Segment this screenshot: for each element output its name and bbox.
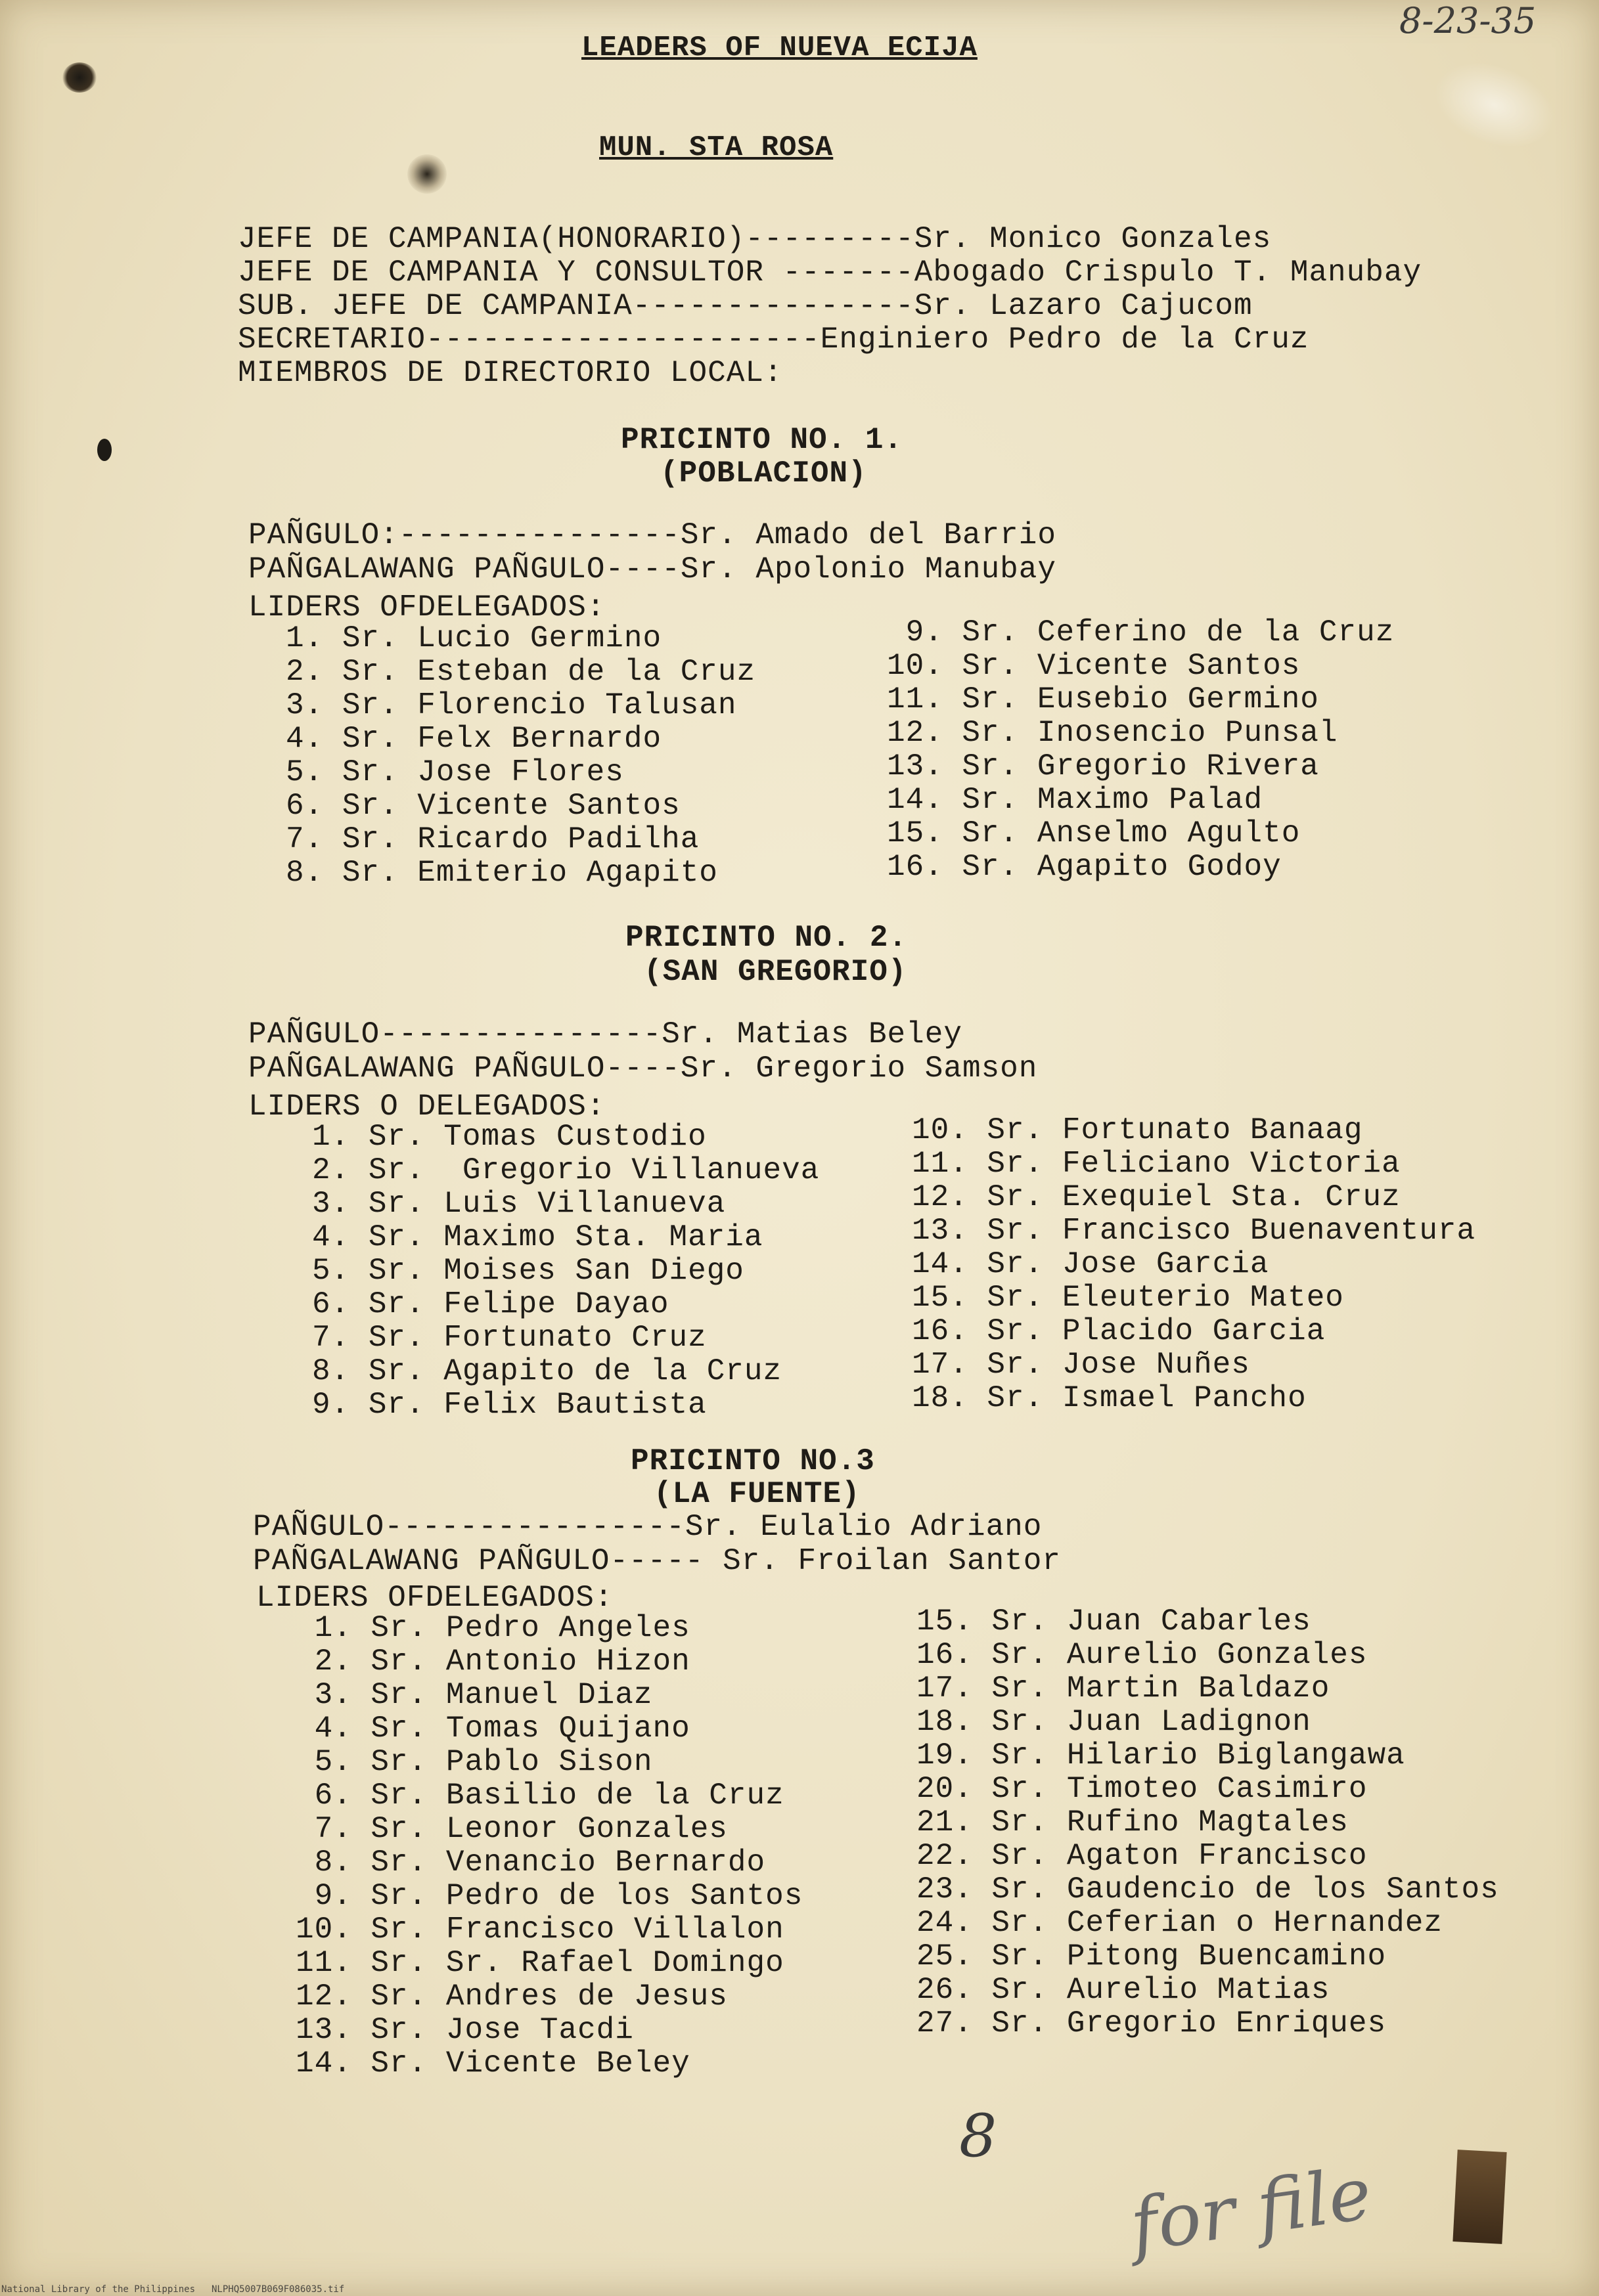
list-item: 11. Sr. Sr. Rafael Domingo [296,1946,784,1980]
list-item: 5. Sr. Jose Flores [286,755,624,789]
list-item: 4. Sr. Tomas Quijano [296,1711,690,1746]
document-title: LEADERS OF NUEVA ECIJA [581,32,978,64]
officer-line: SUB. JEFE DE CAMPANIA---------------Sr. Lazaro Cajucom [238,289,1253,323]
precinct-1-subtitle: (POBLACION) [660,456,867,491]
list-item: 12. Sr. Exequiel Sta. Cruz [912,1180,1401,1214]
torn-patch [1453,2150,1506,2244]
list-item: 18. Sr. Ismael Pancho [912,1381,1307,1415]
list-item: 6. Sr. Basilio de la Cruz [296,1778,784,1813]
list-item: 19. Sr. Hilario Biglangawa [916,1738,1405,1773]
list-item: 5. Sr. Pablo Sison [296,1745,653,1779]
list-item: 6. Sr. Felipe Dayao [312,1287,669,1321]
list-item: 26. Sr. Aurelio Matias [916,1973,1330,2007]
footer-file-id: NLPHQ5007B069F086035.tif [212,2284,345,2295]
precinct-3-title: PRICINTO NO.3 [631,1444,875,1478]
precinct-1-right-list [887,616,1394,884]
list-item: 25. Sr. Pitong Buencamino [916,1939,1387,1974]
list-item: 7. Sr. Fortunato Cruz [312,1321,707,1355]
list-item: 22. Sr. Agaton Francisco [916,1839,1368,1873]
list-item: 6. Sr. Vicente Santos [286,789,681,823]
list-item: 9. Sr. Ceferino de la Cruz [887,615,1395,650]
list-item: 2. Sr. Antonio Hizon [296,1645,690,1679]
list-item: 1. Sr. Pedro Angeles [296,1611,690,1645]
handwritten-for-file: for file [1125,2151,1377,2268]
list-item: 4. Sr. Felx Bernardo [286,722,662,756]
list-item: 14. Sr. Jose Garcia [912,1247,1269,1281]
officer-line: JEFE DE CAMPANIA Y CONSULTOR -------Abogado Crispulo T. Manubay [238,255,1422,290]
list-item: 10. Sr. Francisco Villalon [296,1912,784,1947]
precinct-3-right-list [916,1605,1499,2041]
ink-blot [407,154,447,194]
list-item: 16. Sr. Aurelio Gonzales [916,1638,1368,1672]
municipality-heading: MUN. STA ROSA [599,131,834,164]
list-item: 16. Sr. Agapito Godoy [887,850,1282,884]
footer-library: National Library of the Philippines [1,2284,196,2295]
list-item: 8. Sr. Venancio Bernardo [296,1845,766,1880]
officers-list [238,222,1422,389]
list-item: 1. Sr. Tomas Custodio [312,1120,707,1154]
list-item: 3. Sr. Luis Villanueva [312,1187,726,1221]
list-item: 9. Sr. Pedro de los Santos [296,1879,803,1913]
list-item: 15. Sr. Eleuterio Mateo [912,1281,1344,1315]
list-item: 8. Sr. Agapito de la Cruz [312,1354,782,1388]
precinct-2-pangalawang: PAÑGALAWANG PAÑGULO----Sr. Gregorio Samson [248,1051,1038,1086]
precinct-3-pangulo: PAÑGULO----------------Sr. Eulalio Adriano [253,1510,1043,1544]
list-item: 12. Sr. Andres de Jesus [296,1979,728,2014]
list-item: 24. Sr. Ceferian o Hernandez [916,1906,1443,1940]
ink-blot [97,439,112,461]
list-item: 15. Sr. Juan Cabarles [916,1604,1311,1639]
ink-blot [62,62,97,93]
list-item: 9. Sr. Felix Bautista [312,1388,707,1422]
handwritten-page-number: 8 [959,2102,997,2171]
list-item: 15. Sr. Anselmo Agulto [887,816,1301,850]
precinct-2-pangulo: PAÑGULO---------------Sr. Matias Beley [248,1017,962,1051]
precinct-1-liders-label: LIDERS OFDELEGADOS: [248,590,606,625]
precinct-1-pangalawang: PAÑGALAWANG PAÑGULO----Sr. Apolonio Manubay [248,552,1056,586]
precinct-3-left-list [296,1612,803,2081]
precinct-3-pangalawang: PAÑGALAWANG PAÑGULO----- Sr. Froilan Santor [253,1544,1061,1578]
list-item: 5. Sr. Moises San Diego [312,1254,744,1288]
list-item: 10. Sr. Vicente Santos [887,649,1301,683]
list-item: 3. Sr. Florencio Talusan [286,688,737,722]
list-item: 16. Sr. Placido Garcia [912,1314,1326,1348]
precinct-2-liders-label: LIDERS O DELEGADOS: [248,1090,606,1124]
list-item: 4. Sr. Maximo Sta. Maria [312,1220,763,1254]
officer-line: MIEMBROS DE DIRECTORIO LOCAL: [238,356,783,390]
list-item: 1. Sr. Lucio Germino [286,621,662,655]
list-item: 27. Sr. Gregorio Enriques [916,2006,1387,2041]
list-item: 12. Sr. Inosencio Punsal [887,716,1338,750]
precinct-2-right-list [912,1114,1475,1415]
list-item: 7. Sr. Leonor Gonzales [296,1812,728,1846]
list-item: 8. Sr. Emiterio Agapito [286,856,718,890]
list-item: 2. Sr. Esteban de la Cruz [286,655,756,689]
precinct-3-liders-label: LIDERS OFDELEGADOS: [256,1581,614,1615]
officer-line: SECRETARIO---------------------Enginiero Pedro de la Cruz [238,322,1309,357]
precinct-2-title: PRICINTO NO. 2. [625,921,908,955]
list-item: 3. Sr. Manuel Diaz [296,1678,653,1712]
list-item: 23. Sr. Gaudencio de los Santos [916,1872,1499,1907]
precinct-2-left-list [312,1120,819,1422]
precinct-3-subtitle: (LA FUENTE) [654,1477,861,1511]
officer-line: JEFE DE CAMPANIA(HONORARIO)---------Sr. Monico Gonzales [238,222,1272,256]
list-item: 17. Sr. Jose Nuñes [912,1348,1250,1382]
precinct-1-pangulo: PAÑGULO:---------------Sr. Amado del Barrio [248,518,1056,552]
handwritten-date: 8-23-35 [1399,0,1537,41]
list-item: 11. Sr. Eusebio Germino [887,682,1319,717]
precinct-1-title: PRICINTO NO. 1. [621,423,903,457]
list-item: 18. Sr. Juan Ladignon [916,1705,1311,1739]
list-item: 2. Sr. Gregorio Villanueva [312,1153,820,1187]
list-item: 17. Sr. Martin Baldazo [916,1671,1330,1706]
list-item: 20. Sr. Timoteo Casimiro [916,1772,1368,1806]
list-item: 13. Sr. Jose Tacdi [296,2013,634,2047]
list-item: 11. Sr. Feliciano Victoria [912,1147,1401,1181]
list-item: 13. Sr. Gregorio Rivera [887,749,1319,784]
list-item: 14. Sr. Vicente Beley [296,2046,690,2081]
list-item: 13. Sr. Francisco Buenaventura [912,1214,1476,1248]
list-item: 10. Sr. Fortunato Banaag [912,1113,1363,1147]
list-item: 14. Sr. Maximo Palad [887,783,1263,817]
list-item: 7. Sr. Ricardo Padilha [286,822,700,856]
precinct-2-subtitle: (SAN GREGORIO) [644,955,907,989]
list-item: 21. Sr. Rufino Magtales [916,1805,1349,1840]
precinct-1-left-list [286,622,755,890]
